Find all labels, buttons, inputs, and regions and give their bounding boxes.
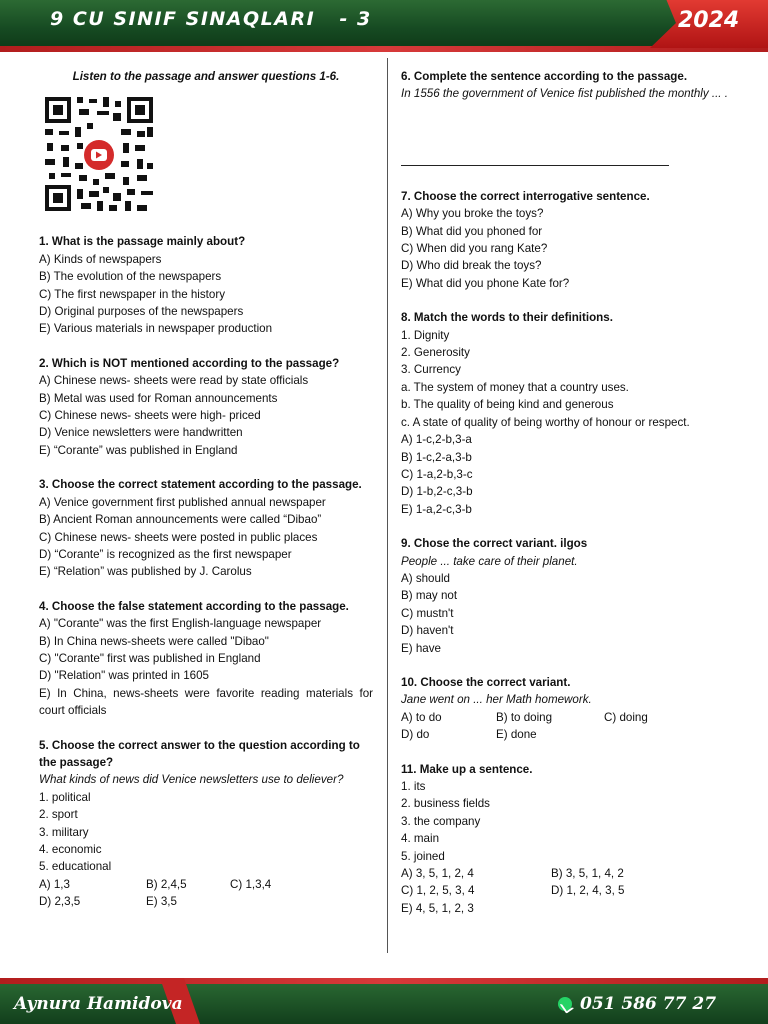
q8-word-1: 1. Dignity xyxy=(401,328,450,342)
q5-option-c: C) 1,3,4 xyxy=(230,877,272,891)
q7-option-a: A) Why you broke the toys? xyxy=(401,207,544,221)
q4-option-c: C) "Corante" first was published in England xyxy=(39,651,261,665)
q8-option-b: B) 1-c,2-a,3-b xyxy=(401,450,472,464)
q10-subquestion: Jane went on ... her Math homework. xyxy=(401,693,592,707)
q9-option-a: A) should xyxy=(401,571,450,585)
q10-option-c: C) doing xyxy=(604,710,648,724)
q5-item-5: 5. educational xyxy=(39,860,112,874)
q5-item-3: 3. military xyxy=(39,825,89,839)
q9-option-d: D) haven't xyxy=(401,624,454,638)
question-4: 4. Choose the false statement according to the passage. xyxy=(39,599,349,613)
q11-option-c: C) 1, 2, 5, 3, 4 xyxy=(401,884,475,898)
q8-definition-b: b. The quality of being kind and generous xyxy=(401,398,614,412)
q11-answer-row-1 xyxy=(401,865,735,882)
q8-option-c: C) 1-a,2-b,3-c xyxy=(401,467,473,481)
q10-option-a: A) to do xyxy=(401,710,442,724)
q10-option-b: B) to doing xyxy=(496,710,553,724)
question-3: 3. Choose the correct statement according to the passage. xyxy=(39,478,362,492)
q10-option-e: E) done xyxy=(496,728,537,742)
q7-option-e: E) What did you phone Kate for? xyxy=(401,276,570,290)
q1-option-a: A) Kinds of newspapers xyxy=(39,252,162,266)
q4-option-b: B) In China news-sheets were called "Dibao" xyxy=(39,634,269,648)
qr-code-icon xyxy=(41,93,157,215)
q3-option-e: E) “Relation” was published by J. Carolus xyxy=(39,565,252,579)
q11-item-1: 1. its xyxy=(401,780,426,793)
phone-number: 051 586 77 27 xyxy=(580,994,717,1014)
q1-option-d: D) Original purposes of the newspapers xyxy=(39,305,244,319)
q5-item-4: 4. economic xyxy=(39,843,102,856)
q9-option-b: B) may not xyxy=(401,589,458,603)
q11-answer-row-2 xyxy=(401,882,735,899)
q7-option-d: D) Who did break the toys? xyxy=(401,259,542,273)
q6-subquestion: In 1556 the government of Venice fist published the monthly ... . xyxy=(401,87,728,101)
column-divider xyxy=(387,58,388,953)
q5-option-b: B) 2,4,5 xyxy=(146,877,187,891)
q8-option-e: E) 1-a,2-c,3-b xyxy=(401,502,472,516)
q3-option-a: A) Venice government first published annual newspaper xyxy=(39,495,326,509)
q11-option-a: A) 3, 5, 1, 2, 4 xyxy=(401,867,474,881)
footer-banner xyxy=(0,978,768,1024)
q1-option-c: C) The first newspaper in the history xyxy=(39,287,226,301)
question-10: 10. Choose the correct variant. xyxy=(401,675,571,689)
qr-code-image[interactable] xyxy=(41,93,157,215)
footer-red-stripe xyxy=(0,978,768,984)
q4-option-d: D) "Relation" was printed in 1605 xyxy=(39,669,209,683)
whatsapp-icon xyxy=(558,997,572,1011)
q4-option-a: A) "Corante" was the first English-language newspaper xyxy=(39,617,322,631)
q2-option-e: E) “Corante” was published in England xyxy=(39,443,238,457)
q7-option-b: B) What did you phoned for xyxy=(401,224,543,238)
q11-option-b: B) 3, 5, 1, 4, 2 xyxy=(551,867,624,881)
q2-option-d: D) Venice newsletters were handwritten xyxy=(39,426,243,440)
question-8: 8. Match the words to their definitions. xyxy=(401,311,613,325)
question-9: 9. Chose the correct variant. ilgos xyxy=(401,537,588,551)
year-label: 2024 xyxy=(678,8,740,33)
q5-option-d: D) 2,3,5 xyxy=(39,895,81,909)
q11-item-3: 3. the company xyxy=(401,814,481,828)
q7-option-c: C) When did you rang Kate? xyxy=(401,242,548,256)
q10-answer-row-2 xyxy=(401,726,735,743)
q2-option-c: C) Chinese news- sheets were high- priced xyxy=(39,409,261,423)
contact-phone xyxy=(558,994,716,1014)
question-6: 6. Complete the sentence according to the passage. xyxy=(401,70,688,83)
right-column xyxy=(401,68,735,917)
q4-option-e: E) In China, news-sheets were favorite reading materials for court officials xyxy=(39,686,373,718)
q11-option-d: D) 1, 2, 4, 3, 5 xyxy=(551,884,625,898)
q9-option-e: E) have xyxy=(401,641,441,655)
q10-option-d: D) do xyxy=(401,728,430,742)
q11-item-4: 4. main xyxy=(401,832,440,846)
q8-option-d: D) 1-b,2-c,3-b xyxy=(401,485,473,499)
question-11: 11. Make up a sentence. xyxy=(401,762,533,776)
q5-answer-row-1 xyxy=(39,876,373,893)
q10-answer-row-1 xyxy=(401,709,735,726)
q11-item-5: 5. joined xyxy=(401,849,445,863)
question-2: 2. Which is NOT mentioned according to the passage? xyxy=(39,356,340,370)
q1-option-e: E) Various materials in newspaper production xyxy=(39,322,273,336)
q11-option-e: E) 4, 5, 1, 2, 3 xyxy=(401,901,474,915)
q8-option-a: A) 1-c,2-b,3-a xyxy=(401,433,472,447)
q3-option-c: C) Chinese news- sheets were posted in public places xyxy=(39,530,318,544)
question-1: 1. What is the passage mainly about? xyxy=(39,235,246,249)
listening-instruction: Listen to the passage and answer questions 1-6. xyxy=(72,70,340,83)
question-7: 7. Choose the correct interrogative sentence. xyxy=(401,189,650,203)
q5-item-1: 1. political xyxy=(39,790,91,804)
question-5: 5. Choose the correct answer to the question according to the passage? xyxy=(39,738,360,769)
q5-answer-row-2 xyxy=(39,893,373,910)
q8-definition-a: a. The system of money that a country uses. xyxy=(401,380,629,394)
q9-subquestion: People ... take care of their planet. xyxy=(401,554,578,568)
q9-option-c: C) mustn't xyxy=(401,606,454,620)
q2-option-a: A) Chinese news- sheets were read by state officials xyxy=(39,374,309,388)
q8-word-2: 2. Generosity xyxy=(401,346,470,360)
page-title: 9 CU SINIF SINAQLARI - 3 xyxy=(50,8,372,30)
left-column xyxy=(39,68,373,911)
author-name: Aynura Hamidova xyxy=(14,994,183,1014)
q2-option-b: B) Metal was used for Roman announcements xyxy=(39,391,278,405)
q11-answer-row-3 xyxy=(401,900,735,917)
q5-option-e: E) 3,5 xyxy=(146,895,177,909)
q3-option-d: D) “Corante” is recognized as the first newspaper xyxy=(39,547,292,561)
q3-option-b: B) Ancient Roman announcements were called “Dibao” xyxy=(39,513,322,527)
q11-item-2: 2. business fields xyxy=(401,797,490,811)
q8-definition-c: c. A state of quality of being worthy of honour or respect. xyxy=(401,415,690,429)
q5-option-a: A) 1,3 xyxy=(39,877,70,891)
header-banner xyxy=(0,0,768,52)
q8-word-3: 3. Currency xyxy=(401,363,461,377)
q5-item-2: 2. sport xyxy=(39,808,78,822)
q5-subquestion: What kinds of news did Venice newsletters use to deliever? xyxy=(39,773,344,787)
q1-option-b: B) The evolution of the newspapers xyxy=(39,270,222,284)
